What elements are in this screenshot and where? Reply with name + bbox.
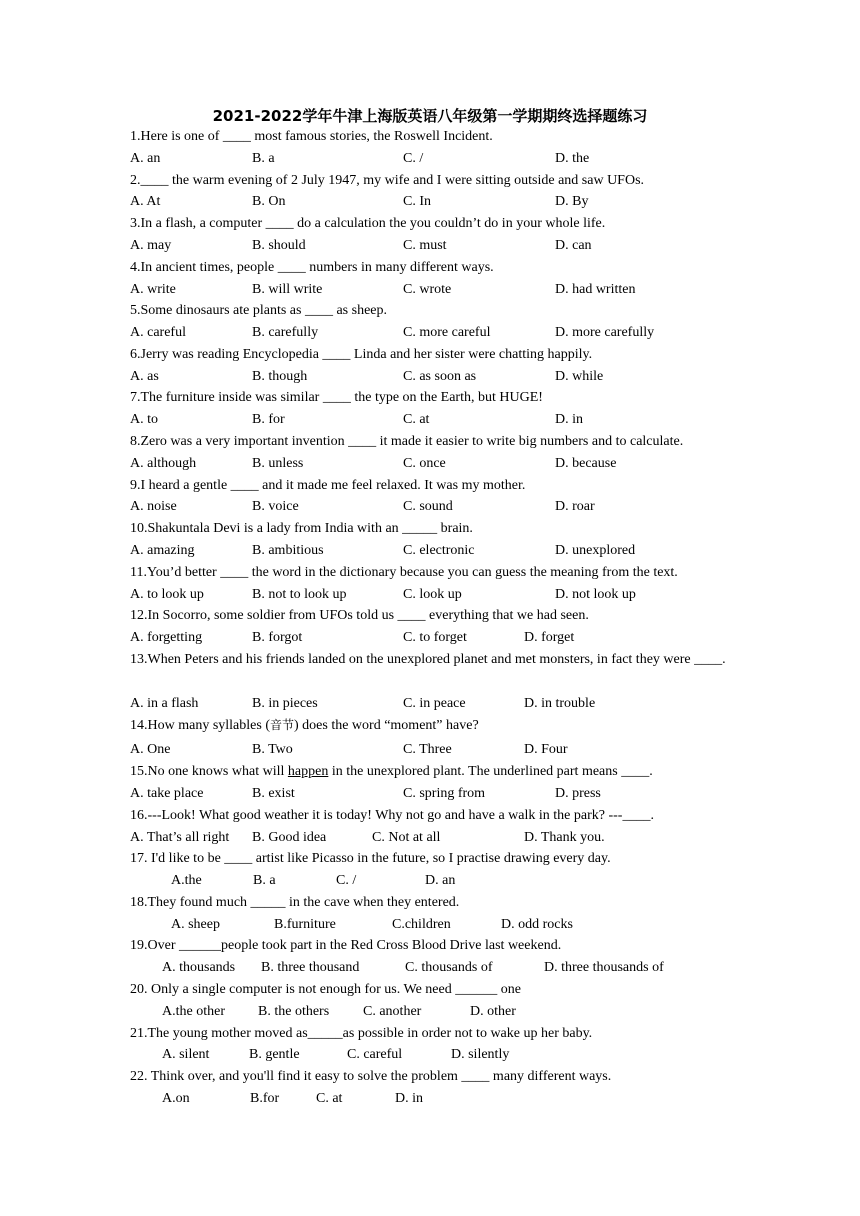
- question-stem: 12.In Socorro, some soldier from UFOs told us ____ everything that we had seen.: [130, 608, 589, 623]
- option-a: A. careful: [130, 325, 186, 340]
- option-d: D. not look up: [555, 587, 636, 602]
- option-c: C. at: [403, 412, 430, 427]
- question-stem: [130, 715, 730, 737]
- question-stem: 2.____ the warm evening of 2 July 1947, my wife and I were sitting outside and saw UFOs.: [130, 173, 645, 188]
- option-c: C. Three: [403, 742, 452, 757]
- option-d: D. an: [425, 873, 456, 888]
- option-a: A. thousands: [162, 960, 236, 975]
- question-stem: 18.They found much _____ in the cave when they entered.: [130, 895, 460, 910]
- question-stem: 1.Here is one of ____ most famous stories, the Roswell Incident.: [130, 129, 493, 144]
- question-stem: 20. Only a single computer is not enough for us. We need ______ one: [130, 982, 521, 997]
- option-d: D. other: [470, 1004, 516, 1019]
- option-b: B. voice: [252, 499, 299, 514]
- option-a: A. At: [130, 194, 161, 209]
- question-stem: 21.The young mother moved as_____as possible in order not to wake up her baby.: [130, 1026, 593, 1041]
- option-a: A. noise: [130, 499, 177, 514]
- option-c: C. electronic: [403, 543, 475, 558]
- option-a: A. That’s all right: [130, 830, 230, 845]
- question-stem: 9.I heard a gentle ____ and it made me feel relaxed. It was my mother.: [130, 478, 526, 493]
- option-d: D. press: [555, 786, 601, 801]
- question-stem: 11.You’d better ____ the word in the dictionary because you can guess the meaning from the text.: [130, 565, 678, 580]
- option-c: C. spring from: [403, 786, 486, 801]
- option-b: B. ambitious: [252, 543, 324, 558]
- question-stem: 3.In a flash, a computer ____ do a calculation the you couldn’t do in your whole life.: [130, 216, 606, 231]
- option-a: A. to look up: [130, 587, 204, 602]
- question-stem: 13.When Peters and his friends landed on the unexplored planet and met monsters, in fact they were ____.: [130, 652, 726, 667]
- option-c: C. thousands of: [405, 960, 493, 975]
- option-c: C. another: [363, 1004, 422, 1019]
- option-d: D. can: [555, 238, 592, 253]
- option-b: B. a: [252, 151, 275, 166]
- question-stem: 5.Some dinosaurs ate plants as ____ as sheep.: [130, 303, 388, 318]
- option-c: C. as soon as: [403, 369, 477, 384]
- option-d: D. Thank you.: [524, 830, 605, 845]
- option-c: C. /: [336, 873, 357, 888]
- option-d: D. unexplored: [555, 543, 636, 558]
- option-c: C. in peace: [403, 696, 466, 711]
- question-stem: 16.---Look! What good weather it is today! Why not go and have a walk in the park? ---____.: [130, 808, 654, 823]
- option-a: A. may: [130, 238, 172, 253]
- option-c: C. must: [403, 238, 447, 253]
- option-a: A. an: [130, 151, 161, 166]
- option-b: B. Good idea: [252, 830, 327, 845]
- option-b: B. not to look up: [252, 587, 347, 602]
- underlined-word: happen: [287, 764, 329, 779]
- option-d: D. roar: [555, 499, 595, 514]
- option-b: B. On: [252, 194, 286, 209]
- option-d: D. By: [555, 194, 589, 209]
- option-b: B. for: [252, 412, 285, 427]
- option-a: A. forgetting: [130, 630, 203, 645]
- option-c: C. careful: [347, 1047, 403, 1062]
- option-d: D. the: [555, 151, 590, 166]
- option-a: A.on: [162, 1091, 190, 1106]
- option-c: C. /: [403, 151, 424, 166]
- stem-part: in the unexplored plant. The underlined part means ____.: [328, 764, 653, 779]
- question-stem: 7.The furniture inside was similar ____ the type on the Earth, but HUGE!: [130, 390, 543, 405]
- question-stem: [130, 761, 730, 783]
- option-d: D. Four: [524, 742, 568, 757]
- option-a: A.the other: [162, 1004, 225, 1019]
- option-b: B. forgot: [252, 630, 303, 645]
- option-c: C. more careful: [403, 325, 491, 340]
- option-d: D. because: [555, 456, 617, 471]
- option-c: C. Not at all: [372, 830, 441, 845]
- option-a: A. take place: [130, 786, 204, 801]
- option-c: C. look up: [403, 587, 462, 602]
- stem-part: 15.No one knows what will: [130, 764, 288, 779]
- option-a: A. in a flash: [130, 696, 199, 711]
- option-d: D. more carefully: [555, 325, 655, 340]
- option-a: A. sheep: [171, 917, 220, 932]
- option-b: B. in pieces: [252, 696, 318, 711]
- option-b: B.furniture: [274, 917, 336, 932]
- option-b: B. though: [252, 369, 308, 384]
- question-stem: 10.Shakuntala Devi is a lady from India with an _____ brain.: [130, 521, 473, 536]
- question-stem: 22. Think over, and you'll find it easy to solve the problem ____ many different ways.: [130, 1069, 612, 1084]
- question-stem: 8.Zero was a very important invention ____ it made it easier to write big numbers and to calculate.: [130, 434, 684, 449]
- option-d: D. while: [555, 369, 604, 384]
- option-a: A. although: [130, 456, 197, 471]
- option-b: B. the others: [258, 1004, 330, 1019]
- option-b: B. gentle: [249, 1047, 300, 1062]
- option-a: A. amazing: [130, 543, 195, 558]
- option-d: D. had written: [555, 282, 636, 297]
- question-stem: 17. I'd like to be ____ artist like Picasso in the future, so I practise drawing every day.: [130, 851, 611, 866]
- option-d: D. three thousands of: [544, 960, 664, 975]
- option-d: D. forget: [524, 630, 575, 645]
- option-a: A. to: [130, 412, 158, 427]
- option-b: B. Two: [252, 742, 293, 757]
- stem-part: 14.How many syllables (: [130, 718, 270, 733]
- option-d: D. in trouble: [524, 696, 596, 711]
- stem-part: ) does the word “moment” have?: [294, 718, 479, 733]
- option-b: B. three thousand: [261, 960, 360, 975]
- option-c: C.children: [392, 917, 451, 932]
- option-d: D. in: [395, 1091, 423, 1106]
- option-a: A. silent: [162, 1047, 210, 1062]
- option-b: B. unless: [252, 456, 304, 471]
- option-d: D. silently: [451, 1047, 510, 1062]
- option-b: B. carefully: [252, 325, 319, 340]
- option-c: C. once: [403, 456, 446, 471]
- option-c: C. at: [316, 1091, 343, 1106]
- option-a: A.the: [171, 873, 202, 888]
- option-a: A. write: [130, 282, 176, 297]
- option-a: A. One: [130, 742, 171, 757]
- question-stem: 6.Jerry was reading Encyclopedia ____ Linda and her sister were chatting happily.: [130, 347, 593, 362]
- option-c: C. sound: [403, 499, 453, 514]
- option-c: C. In: [403, 194, 431, 209]
- page-title: 2021-2022学年牛津上海版英语八年级第一学期期终选择题练习: [212, 107, 648, 125]
- option-d: D. odd rocks: [501, 917, 573, 932]
- option-b: B. will write: [252, 282, 323, 297]
- question-stem: 19.Over ______people took part in the Red Cross Blood Drive last weekend.: [130, 938, 562, 953]
- option-c: C. to forget: [403, 630, 467, 645]
- option-a: A. as: [130, 369, 159, 384]
- stem-chinese-gloss: 音节: [269, 718, 294, 732]
- option-c: C. wrote: [403, 282, 452, 297]
- option-b: B. exist: [252, 786, 295, 801]
- option-b: B. a: [253, 873, 276, 888]
- option-b: B. should: [252, 238, 306, 253]
- option-b: B.for: [250, 1091, 280, 1106]
- question-stem: 4.In ancient times, people ____ numbers in many different ways.: [130, 260, 494, 275]
- option-d: D. in: [555, 412, 583, 427]
